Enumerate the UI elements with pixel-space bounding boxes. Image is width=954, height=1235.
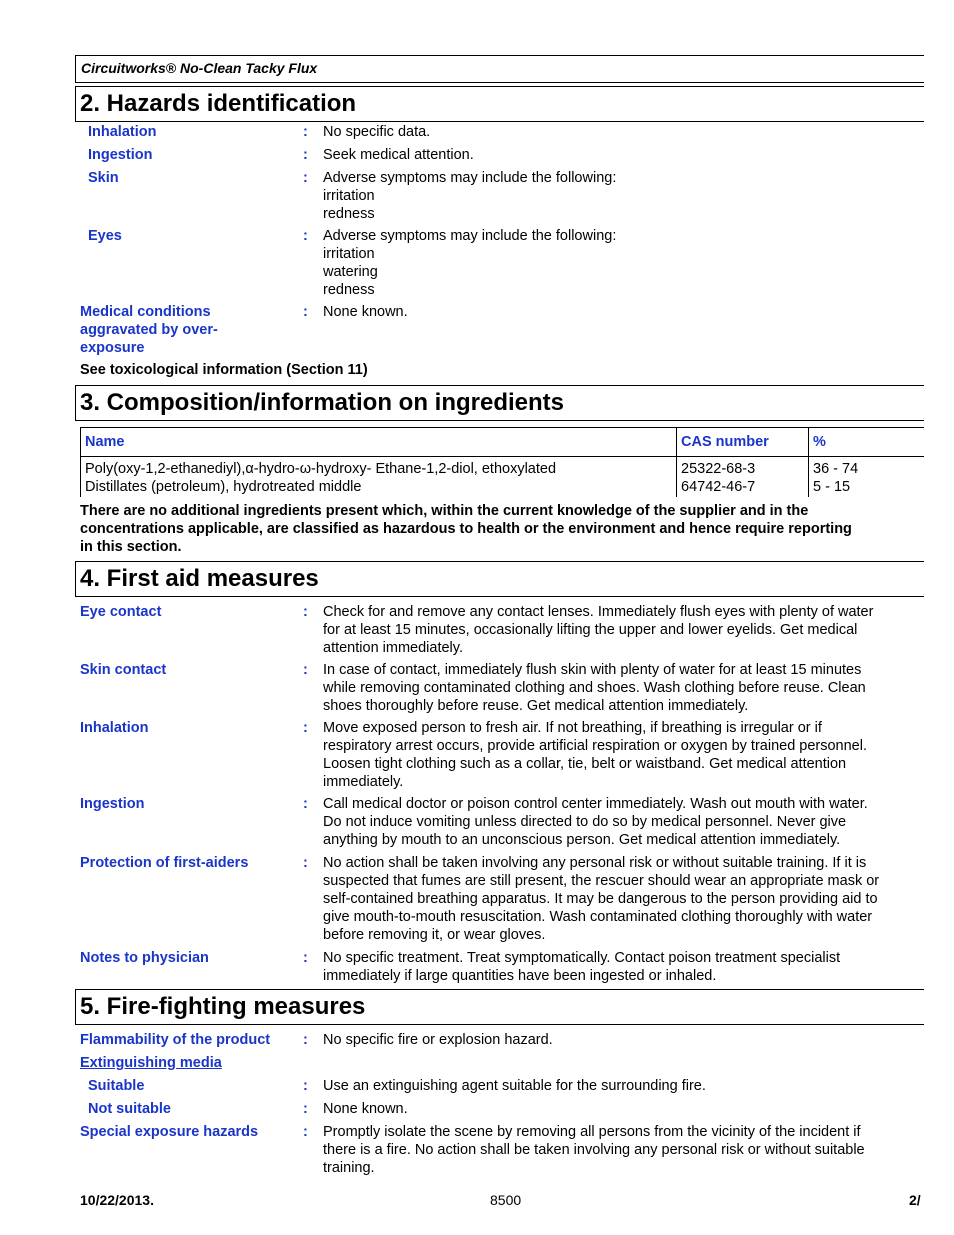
- row-value: [323, 603, 923, 657]
- first-aid-row-inhalation: [80, 719, 924, 791]
- note-line: There are no additional ingredients present which, within the current knowledge of the supplier and in the: [80, 503, 809, 519]
- note-line: concentrations applicable, are classified as hazardous to health or the environment and hence require reporting: [80, 521, 852, 537]
- section-5-body: [75, 1031, 924, 1177]
- value-line: Seek medical attention.: [323, 147, 474, 163]
- value-line: Use an extinguishing agent suitable for the surrounding fire.: [323, 1078, 706, 1094]
- value-line: immediately.: [323, 774, 404, 790]
- footer-page-number: 2/: [909, 1192, 921, 1208]
- row-colon: :: [303, 796, 308, 812]
- footer-code: 8500: [490, 1192, 522, 1208]
- sds-page: [75, 55, 924, 1177]
- value-line: Loosen tight clothing such as a collar, tie, belt or waistband. Get medical attention: [323, 756, 847, 772]
- row-label: [80, 303, 303, 357]
- hazard-row-ingestion: [80, 146, 924, 164]
- section-2-title: 2. Hazards identification: [75, 86, 924, 122]
- table-header-row: [81, 428, 925, 457]
- footer-date: 10/22/2013.: [80, 1192, 154, 1208]
- row-value: [323, 169, 923, 223]
- value-line: No action shall be taken involving any personal risk or without suitable training. If it is: [323, 855, 867, 871]
- table-row: [81, 457, 925, 498]
- row-colon: :: [303, 147, 308, 163]
- row-label: Special exposure hazards: [80, 1124, 259, 1140]
- value-line: Do not induce vomiting unless directed to do so by medical personnel. Never give: [323, 814, 847, 830]
- value-line: anything by mouth to an unconscious person. Get medical attention immediately.: [323, 832, 841, 848]
- value-line: Call medical doctor or poison control center immediately. Wash out mouth with water.: [323, 796, 868, 812]
- section-3-title: 3. Composition/information on ingredients: [75, 385, 924, 421]
- row-label: Inhalation: [88, 124, 157, 140]
- row-value: [323, 227, 923, 299]
- ingredient-name: Poly(oxy-1,2-ethanediyl),α-hydro-ω-hydroxy- Ethane-1,2-diol, ethoxylated: [85, 461, 557, 477]
- ingredients-table: [80, 427, 924, 497]
- row-value: [323, 949, 923, 985]
- row-colon: :: [303, 604, 308, 620]
- row-value: [323, 1077, 923, 1095]
- first-aid-row-ingestion: [80, 795, 924, 849]
- value-line: while removing contaminated clothing and shoes. Wash clothing before reuse. Clean: [323, 680, 866, 696]
- label-line: aggravated by over-: [80, 322, 218, 338]
- row-label: Not suitable: [88, 1101, 171, 1117]
- fire-row-flammability: [80, 1031, 924, 1049]
- ingredient-name: Distillates (petroleum), hydrotreated middle: [85, 479, 362, 495]
- value-line: there is a fire. No action shall be taken involving any personal risk or without suitable: [323, 1142, 865, 1158]
- row-value: [323, 123, 923, 141]
- row-label: Inhalation: [80, 720, 149, 736]
- cas-number: 25322-68-3: [681, 461, 756, 477]
- row-colon: :: [303, 720, 308, 736]
- percent-value: 5 - 15: [813, 479, 851, 495]
- value-line: redness: [323, 206, 375, 222]
- value-line: Check for and remove any contact lenses. Immediately flush eyes with plenty of water: [323, 604, 874, 620]
- row-colon: :: [303, 1101, 308, 1117]
- composition-note: [75, 502, 924, 556]
- column-header-cas: CAS number: [677, 428, 809, 457]
- row-colon: :: [303, 228, 308, 244]
- hazard-row-eyes: [80, 227, 924, 299]
- section-5-title: 5. Fire-fighting measures: [75, 989, 924, 1025]
- fire-row-suitable: [80, 1077, 924, 1095]
- value-line: Adverse symptoms may include the following:: [323, 228, 617, 244]
- row-value: [323, 661, 923, 715]
- percent-value: 36 - 74: [813, 461, 859, 477]
- value-line: irritation: [323, 246, 375, 262]
- value-line: No specific fire or explosion hazard.: [323, 1032, 553, 1048]
- hazard-row-medical-conditions: [80, 303, 924, 357]
- hazard-row-skin: [80, 169, 924, 223]
- cas-number: 64742-46-7: [681, 479, 756, 495]
- section-4-body: [75, 603, 924, 985]
- value-line: None known.: [323, 1101, 408, 1117]
- column-header-name: Name: [81, 428, 677, 457]
- row-label: Ingestion: [88, 147, 153, 163]
- row-label: Eye contact: [80, 604, 162, 620]
- value-line: training.: [323, 1160, 375, 1176]
- row-colon: :: [303, 855, 308, 871]
- section-2-body: [75, 123, 924, 357]
- section-4-title: 4. First aid measures: [75, 561, 924, 597]
- row-colon: :: [303, 124, 308, 140]
- row-colon: :: [303, 304, 308, 320]
- value-line: watering: [323, 264, 378, 280]
- value-line: Adverse symptoms may include the following:: [323, 170, 617, 186]
- row-label: Notes to physician: [80, 950, 209, 966]
- hazard-row-inhalation: [80, 123, 924, 141]
- row-colon: :: [303, 1032, 308, 1048]
- table-cell: [81, 457, 677, 498]
- value-line: No specific data.: [323, 124, 431, 140]
- value-line: Promptly isolate the scene by removing all persons from the vicinity of the incident if: [323, 1124, 861, 1140]
- note-line: in this section.: [80, 539, 182, 555]
- value-line: attention immediately.: [323, 640, 463, 656]
- fire-row-media-heading: [80, 1054, 924, 1072]
- see-toxicological-note: See toxicological information (Section 11): [80, 362, 368, 378]
- row-colon: :: [303, 662, 308, 678]
- first-aid-row-skin-contact: [80, 661, 924, 715]
- value-line: No specific treatment. Treat symptomatically. Contact poison treatment specialist: [323, 950, 841, 966]
- row-colon: :: [303, 950, 308, 966]
- row-label: Eyes: [88, 228, 122, 244]
- row-value: [323, 303, 923, 357]
- value-line: respiratory arrest occurs, provide artificial respiration or oxygen by trained personnel.: [323, 738, 867, 754]
- value-line: None known.: [323, 304, 408, 320]
- fire-row-special-exposure: [80, 1123, 924, 1177]
- row-colon: :: [303, 1124, 308, 1140]
- label-line: Medical conditions: [80, 304, 211, 320]
- row-value: [323, 795, 923, 849]
- value-line: for at least 15 minutes, occasionally lifting the upper and lower eyelids. Get medical: [323, 622, 858, 638]
- first-aid-row-notes-physician: [80, 949, 924, 985]
- row-value: [323, 1123, 923, 1177]
- value-line: irritation: [323, 188, 375, 204]
- row-value: [323, 1031, 923, 1049]
- value-line: immediately if large quantities have been ingested or inhaled.: [323, 968, 717, 984]
- value-line: give mouth-to-mouth resuscitation. Wash contaminated clothing thoroughly with water: [323, 909, 873, 925]
- column-header-percent: %: [809, 428, 925, 457]
- row-colon: :: [303, 1078, 308, 1094]
- row-label: Skin: [88, 170, 119, 186]
- row-label: Ingestion: [80, 796, 145, 812]
- table-cell: [809, 457, 925, 498]
- first-aid-row-protection: [80, 854, 924, 944]
- row-value: [323, 1100, 923, 1118]
- row-label: Flammability of the product: [80, 1032, 271, 1048]
- value-line: suspected that fumes are still present, the rescuer should wear an appropriate mask or: [323, 873, 880, 889]
- table-cell: [677, 457, 809, 498]
- value-line: before removing it, or wear gloves.: [323, 927, 546, 943]
- first-aid-row-eye-contact: [80, 603, 924, 657]
- value-line: Move exposed person to fresh air. If not breathing, if breathing is irregular or if: [323, 720, 822, 736]
- extinguishing-media-link[interactable]: Extinguishing media: [80, 1055, 222, 1071]
- row-label: Protection of first-aiders: [80, 855, 249, 871]
- document-header: Circuitworks® No-Clean Tacky Flux: [75, 55, 924, 83]
- value-line: redness: [323, 282, 375, 298]
- row-label: Skin contact: [80, 662, 167, 678]
- label-line: exposure: [80, 340, 145, 356]
- value-line: self-contained breathing apparatus. It may be dangerous to the person providing aid to: [323, 891, 878, 907]
- row-label: Suitable: [88, 1078, 145, 1094]
- row-value: [323, 854, 923, 944]
- fire-row-not-suitable: [80, 1100, 924, 1118]
- row-colon: :: [303, 170, 308, 186]
- value-line: In case of contact, immediately flush skin with plenty of water for at least 15 minutes: [323, 662, 862, 678]
- row-value: [323, 719, 923, 791]
- value-line: shoes thoroughly before reuse. Get medical attention immediately.: [323, 698, 749, 714]
- row-value: [323, 146, 923, 164]
